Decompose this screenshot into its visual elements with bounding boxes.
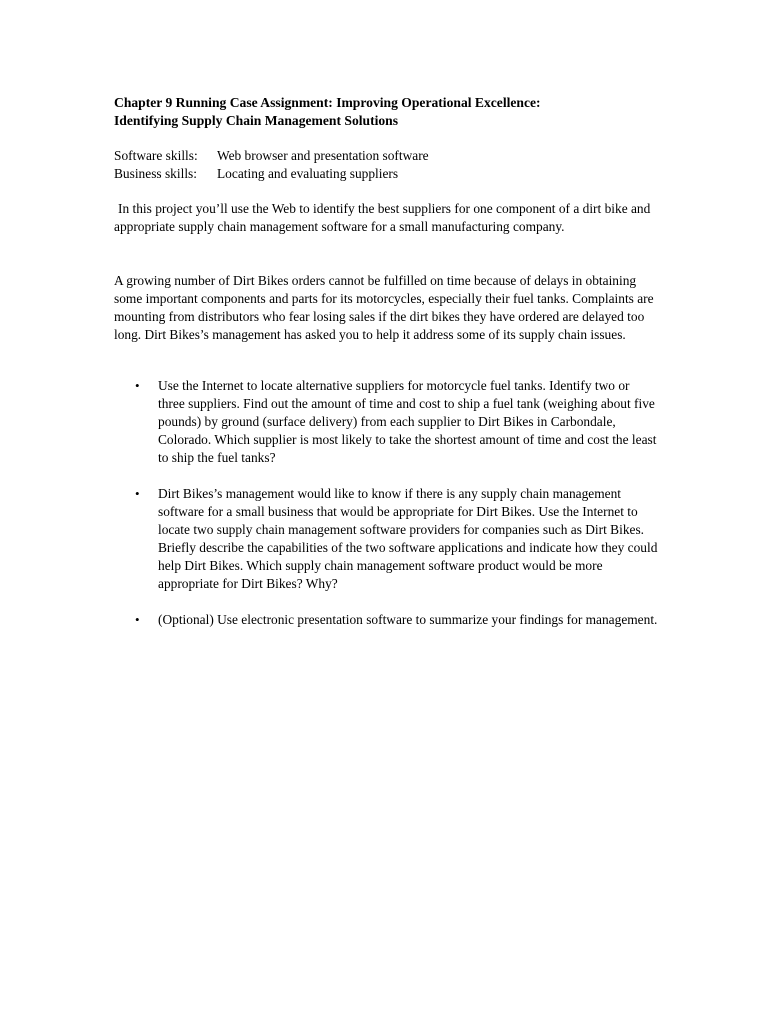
- list-item-text: (Optional) Use electronic presentation software to summarize your findings for management.: [158, 612, 658, 627]
- list-item-text: Use the Internet to locate alternative suppliers for motorcycle fuel tanks. Identify two or three suppliers. Find out the amount of time and cost to ship a fuel tank (weighing about five pounds) by ground (surface delivery) from each supplier to Dirt Bikes in Carbondale, Colorado. Which supplier is most likely to take the shortest amount of time and cost the least to ship the fuel tanks?: [158, 378, 657, 465]
- document-title: [114, 94, 674, 130]
- intro-paragraph: In this project you’ll use the Web to identify the best suppliers for one component of a dirt bike and appropriate supply chain management software for a small manufacturing company.: [114, 201, 651, 234]
- skill-row-software: [114, 147, 674, 165]
- skill-value: Locating and evaluating suppliers: [217, 166, 399, 181]
- list-item: [114, 485, 658, 593]
- bullet-icon: •: [135, 612, 140, 627]
- skill-value: Web browser and presentation software: [217, 148, 429, 163]
- background-paragraph: A growing number of Dirt Bikes orders cannot be fulfilled on time because of delays in obtaining some important components and parts for its motorcycles, especially their fuel tanks. Complaints are mounting from distributors who fear losing sales if the dirt bikes they have ordered are delayed too long. Dirt Bikes’s management has asked you to help it address some of its supply chain issues.: [114, 273, 654, 342]
- skill-label: Business skills:: [114, 166, 197, 181]
- list-item: [114, 611, 658, 629]
- title-line-1: Chapter 9 Running Case Assignment: Improving Operational Excellence:: [114, 95, 541, 110]
- skill-row-business: [114, 165, 674, 183]
- bullet-icon: •: [135, 486, 140, 501]
- list-item: [114, 377, 658, 467]
- task-list: [114, 377, 674, 647]
- title-line-2: Identifying Supply Chain Management Solutions: [114, 113, 399, 128]
- skill-label: Software skills:: [114, 148, 198, 163]
- bullet-icon: •: [135, 378, 140, 393]
- skills-block: [114, 147, 674, 183]
- list-item-text: Dirt Bikes’s management would like to know if there is any supply chain management software for a small business that would be appropriate for Dirt Bikes. Use the Internet to locate two supply chain management software providers for companies such as Dirt Bikes. Briefly describe the capabilities of the two software applications and indicate how they could help Dirt Bikes. Which supply chain management software product would be more appropriate for Dirt Bikes? Why?: [158, 486, 658, 591]
